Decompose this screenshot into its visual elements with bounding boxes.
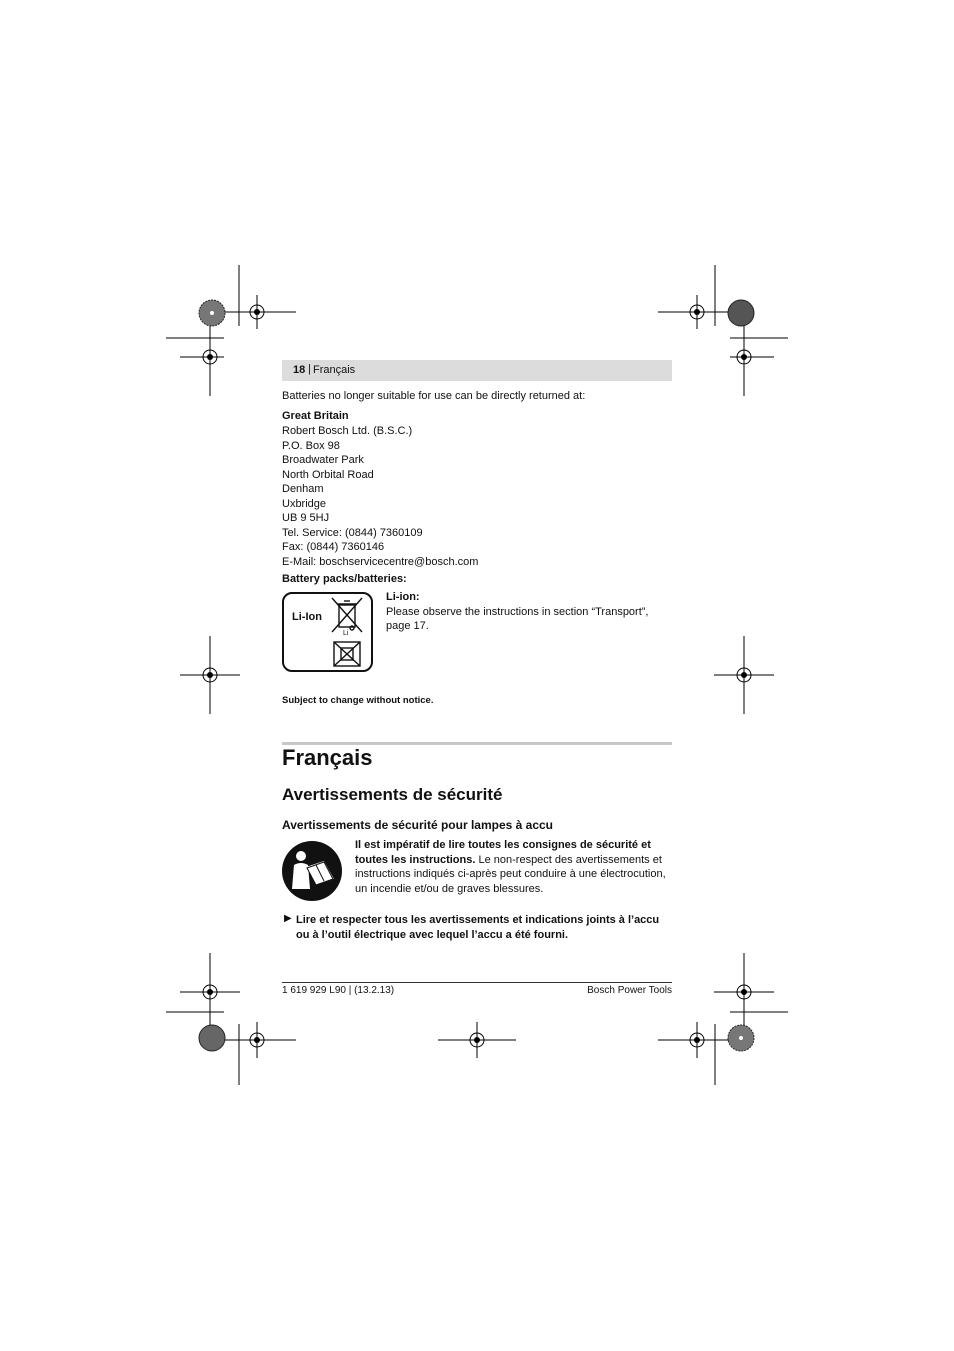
li-sub-label: Li xyxy=(343,630,349,637)
address-line: Tel. Service: (0844) 7360109 xyxy=(282,526,423,539)
bullet-text: Lire et respecter tous les avertissements et indications joints à l’accu ou à l’outil électrique avec lequel l’accu a été fourni. xyxy=(296,914,660,941)
address-line: Denham xyxy=(282,483,324,495)
liion-title: Li-ion: xyxy=(386,591,420,603)
read-manual-icon xyxy=(282,841,342,901)
liion-text: Please observe the instructions in section “Transport”, page 17. xyxy=(386,605,649,632)
battery-heading: Battery packs/batteries: xyxy=(282,573,407,585)
address-line: UB 9 5HJ xyxy=(282,512,330,524)
warning-text xyxy=(355,838,673,896)
footer-doc-number: 1 619 929 L90 | (13.2.13) xyxy=(282,985,395,996)
header-language: Français xyxy=(313,364,356,376)
liion-note xyxy=(386,590,656,634)
page-number: 18 xyxy=(293,364,306,376)
liion-label: Li-Ion xyxy=(292,611,322,623)
footer-brand: Bosch Power Tools xyxy=(587,985,672,996)
warning-body: Le non-respect des avertissements et instructions indiqués ci-après peut conduire à une électrocution, un incendie et/ou de graves blessures. xyxy=(355,853,666,895)
section-title: Français xyxy=(282,745,373,770)
battery-recycle-icon xyxy=(332,640,362,668)
address-block xyxy=(282,424,478,569)
header-separator: | xyxy=(308,363,311,375)
address-line: North Orbital Road xyxy=(282,468,374,481)
page-header xyxy=(282,360,672,381)
subsection-title: Avertissements de sécurité pour lampes à accu xyxy=(282,818,554,832)
address-line: Fax: (0844) 7360146 xyxy=(282,541,385,553)
address-line: P.O. Box 98 xyxy=(282,439,340,452)
footer-rule xyxy=(282,982,672,983)
subject-change-note: Subject to change without notice. xyxy=(282,695,434,706)
intro-text: Batteries no longer suitable for use can be directly returned at: xyxy=(282,390,586,402)
safety-title: Avertissements de sécurité xyxy=(282,785,503,804)
address-line: Robert Bosch Ltd. (B.S.C.) xyxy=(282,425,413,437)
address-line: Broadwater Park xyxy=(282,454,364,466)
recycle-symbol xyxy=(282,592,373,672)
address-line: E-Mail: boschservicecentre@bosch.com xyxy=(282,555,479,568)
warning-bold: Il est impératif de lire toutes les consignes de sécurité et toutes les instructions. xyxy=(355,839,651,866)
address-line: Uxbridge xyxy=(282,497,327,510)
bullet-marker: ▶ xyxy=(284,913,292,924)
country-heading: Great Britain xyxy=(282,410,349,422)
